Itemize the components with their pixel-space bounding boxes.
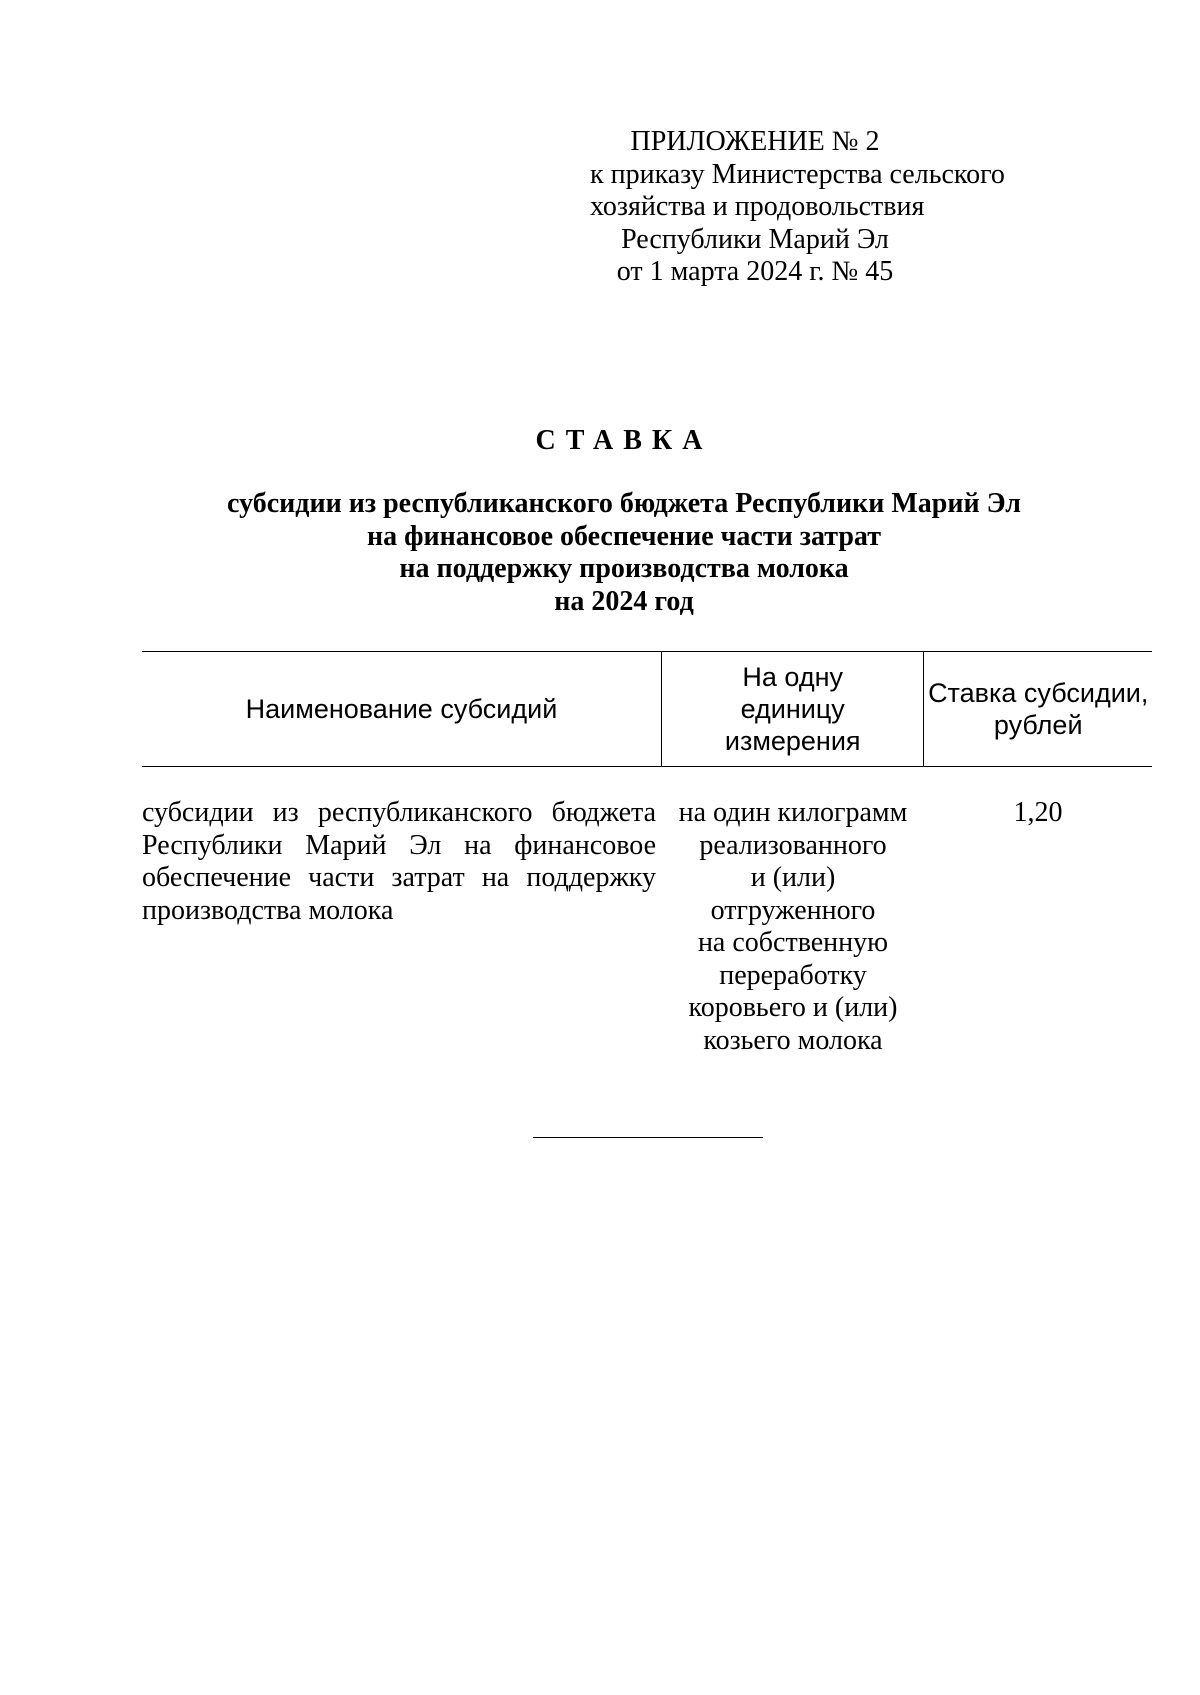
cell-unit-line: коровьего и (или)	[688, 992, 898, 1023]
appendix-line: Республики Марий Эл	[621, 223, 889, 255]
header-unit-line: измерения	[724, 726, 861, 756]
appendix-line: хозяйства и продовольствия	[590, 191, 925, 222]
document-subtitle	[0, 488, 1200, 618]
subsidy-rate-table	[142, 651, 1152, 1057]
header-subsidy-name-text: Наименование субсидий	[245, 694, 558, 724]
header-subsidy-name	[142, 652, 662, 766]
appendix-line: от 1 марта 2024 г. № 45	[616, 256, 894, 287]
appendix-line: ПРИЛОЖЕНИЕ № 2	[630, 126, 880, 157]
cell-unit	[662, 797, 924, 1057]
header-rate	[924, 652, 1152, 766]
cell-subsidy-name: субсидии из республиканского бюджета Республики Марий Эл на финансовое обеспечение части затрат на поддержку производства молока	[142, 797, 656, 926]
cell-unit-line: козьего молока	[703, 1024, 883, 1056]
cell-unit-line: реализованного	[699, 829, 887, 861]
header-unit	[662, 652, 924, 766]
header-unit-line: единицу	[740, 694, 845, 724]
cell-unit-line: на один килограмм	[678, 797, 908, 828]
header-unit-line: На одну	[742, 662, 843, 692]
subtitle-line: субсидии из республиканского бюджета Республики Марий Эл	[227, 488, 1021, 519]
subtitle-line: на поддержку производства молока	[399, 553, 849, 584]
subtitle-line: на 2024 год	[554, 585, 694, 617]
cell-unit-line: переработку	[719, 959, 867, 991]
cell-unit-line: и (или)	[750, 862, 836, 893]
cell-rate: 1,20	[1013, 797, 1063, 828]
document-heading: СТАВКА	[535, 425, 713, 456]
table-header-row	[142, 651, 1152, 767]
cell-unit-line: на собственную	[697, 927, 889, 958]
header-rate-line: рублей	[993, 710, 1083, 740]
subtitle-line: на финансовое обеспечение части затрат	[367, 520, 881, 552]
table-row	[142, 767, 1152, 1057]
appendix-line: к приказу Министерства сельского	[590, 158, 1005, 190]
closing-divider	[533, 1137, 763, 1138]
cell-unit-line: отгруженного	[710, 894, 876, 926]
header-rate-line: Ставка субсидии,	[928, 678, 1149, 708]
appendix-block	[590, 126, 1005, 289]
